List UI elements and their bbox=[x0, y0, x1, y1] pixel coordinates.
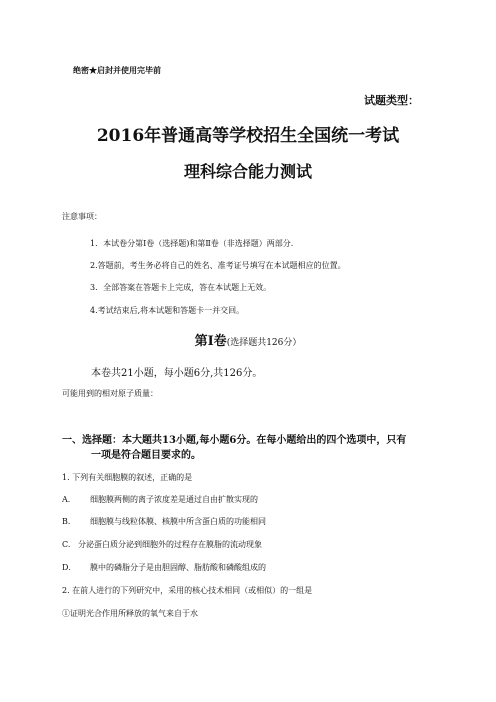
option-text: 膜中的磷脂分子是由胆固醇、脂肪酸和磷酸组成的 bbox=[90, 563, 266, 572]
note-item: 3．全部答案在答题卡上完成，答在本试题上无效。 bbox=[90, 283, 272, 292]
question-1-option-a bbox=[62, 494, 258, 505]
question-2-stem: 2. 在前人进行的下列研究中，采用的核心技术相同（或相似）的一组是 bbox=[62, 586, 313, 595]
question-1-option-c bbox=[62, 539, 262, 550]
option-letter: C. bbox=[62, 540, 71, 549]
question-1-option-b bbox=[62, 516, 266, 527]
confidential-label: 绝密★启封并使用完毕前 bbox=[73, 65, 161, 75]
atomic-mass-label: 可能用到的相对原子质量： bbox=[62, 389, 158, 398]
option-letter: A． bbox=[62, 495, 76, 504]
option-text: 分泌蛋白质分泌到细胞外的过程存在膜脂的流动现象 bbox=[78, 540, 262, 549]
question-1-option-d bbox=[62, 562, 266, 573]
option-letter: D． bbox=[62, 563, 77, 572]
notes-heading: 注意事项： bbox=[62, 212, 102, 221]
exam-type-label: 试题类型： bbox=[364, 94, 419, 107]
option-letter: B． bbox=[62, 517, 76, 526]
part1-title: 第Ⅰ卷 bbox=[194, 334, 227, 349]
part1-note: (选择题共126分） bbox=[226, 338, 302, 348]
part1-info: 本卷共21小题，每小题6分,共126分。 bbox=[91, 368, 263, 379]
option-text: 细胞膜两侧的离子浓度差是通过自由扩散实现的 bbox=[90, 495, 258, 504]
question-1-stem: 1. 下列有关细胞膜的叙述，正确的是 bbox=[62, 473, 193, 482]
note-item: 2.答题前，考生务必将自己的姓名、准考证号填写在本试题相应的位置。 bbox=[90, 261, 346, 270]
exam-title: 2016年普通高等学校招生全国统一考试 bbox=[96, 126, 400, 146]
part1-heading bbox=[0, 330, 496, 349]
exam-subtitle: 理科综合能力测试 bbox=[183, 162, 312, 181]
note-item: 4.考试结束后,将本试题和答题卡一并交回。 bbox=[90, 306, 245, 315]
note-item: 1．本试卷分第Ⅰ卷（选择题)和第Ⅱ卷（非选择题）两部分. bbox=[90, 239, 294, 248]
option-text: 细胞膜与线粒体膜、核膜中所含蛋白质的功能相同 bbox=[90, 517, 266, 526]
question-2-item-1: ①证明光合作用所释放的氧气来自于水 bbox=[62, 609, 198, 618]
section-heading-line2: 一项是符合题目要求的。 bbox=[91, 450, 201, 461]
section-heading-line1: 一、选择题：本大题共13小题,每小题6分。在每小题给出的四个选项中，只有 bbox=[62, 435, 407, 446]
